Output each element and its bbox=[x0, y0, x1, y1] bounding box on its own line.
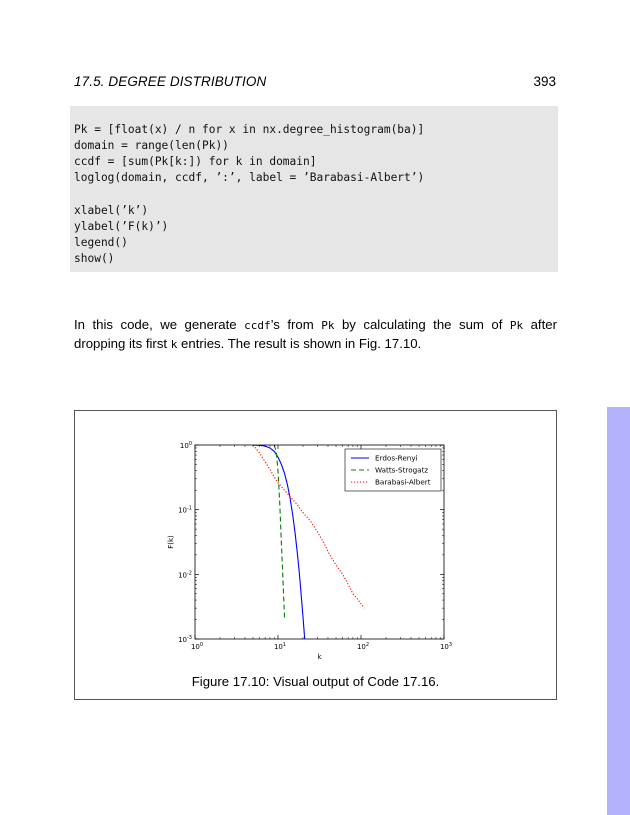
body-paragraph bbox=[74, 316, 557, 354]
figure bbox=[74, 410, 557, 700]
series-line-0 bbox=[253, 445, 305, 639]
figure-caption: Figure 17.10: Visual output of Code 17.16. bbox=[191, 674, 440, 689]
x-tick-label: $10^2$ bbox=[356, 642, 370, 651]
legend-label: Watts-Strogatz bbox=[375, 465, 429, 475]
y-axis-label: F(k) bbox=[167, 535, 175, 549]
degree-distribution-chart bbox=[75, 411, 556, 671]
code-line: ylabel(’F(k)’) bbox=[74, 220, 169, 233]
x-tick-label: $10^3$ bbox=[439, 642, 453, 651]
inline-code: k bbox=[170, 338, 178, 351]
code-line: legend() bbox=[74, 236, 128, 249]
page-number: 393 bbox=[533, 74, 556, 89]
y-tick-label: $10^0$ bbox=[179, 441, 192, 450]
inline-code: Pk bbox=[509, 319, 524, 332]
y-tick-label: $10^{-1}$ bbox=[178, 505, 192, 515]
legend-label: Barabasi-Albert bbox=[375, 477, 431, 487]
code-line: show() bbox=[74, 252, 115, 265]
x-axis-label: k bbox=[317, 653, 322, 661]
code-line: ccdf = [sum(Pk[k:]) for k in domain] bbox=[74, 155, 317, 168]
code-line: xlabel(’k’) bbox=[74, 204, 149, 217]
running-header-section: 17.5. DEGREE DISTRIBUTION bbox=[74, 74, 267, 89]
y-tick-label: $10^{-3}$ bbox=[178, 635, 192, 644]
y-tick-label: $10^{-2}$ bbox=[178, 570, 192, 580]
text-run: entries. The result is shown in Fig. 17.10. bbox=[177, 336, 422, 351]
inline-code: ccdf bbox=[244, 319, 271, 332]
code-line: loglog(domain, ccdf, ’:’, label = ’Barabasi-Albert’) bbox=[74, 171, 425, 184]
code-line: domain = range(len(Pk)) bbox=[74, 139, 229, 152]
text-run: ’s from bbox=[270, 317, 322, 332]
x-tick-label: $10^1$ bbox=[273, 642, 287, 651]
code-line: Pk = [float(x) / n for x in nx.degree_histogram(ba)] bbox=[74, 123, 425, 136]
chapter-thumb-tab bbox=[607, 407, 630, 815]
code-listing bbox=[70, 106, 558, 272]
text-run: In this code, we generate bbox=[74, 317, 245, 332]
text-run: by calculating the sum of bbox=[334, 317, 510, 332]
legend-label: Erdos-Renyi bbox=[375, 453, 418, 463]
inline-code: Pk bbox=[321, 319, 335, 332]
text-run: after dropping its first bbox=[74, 317, 557, 351]
series-line-1 bbox=[274, 445, 284, 620]
x-tick-label: $10^0$ bbox=[190, 642, 204, 651]
